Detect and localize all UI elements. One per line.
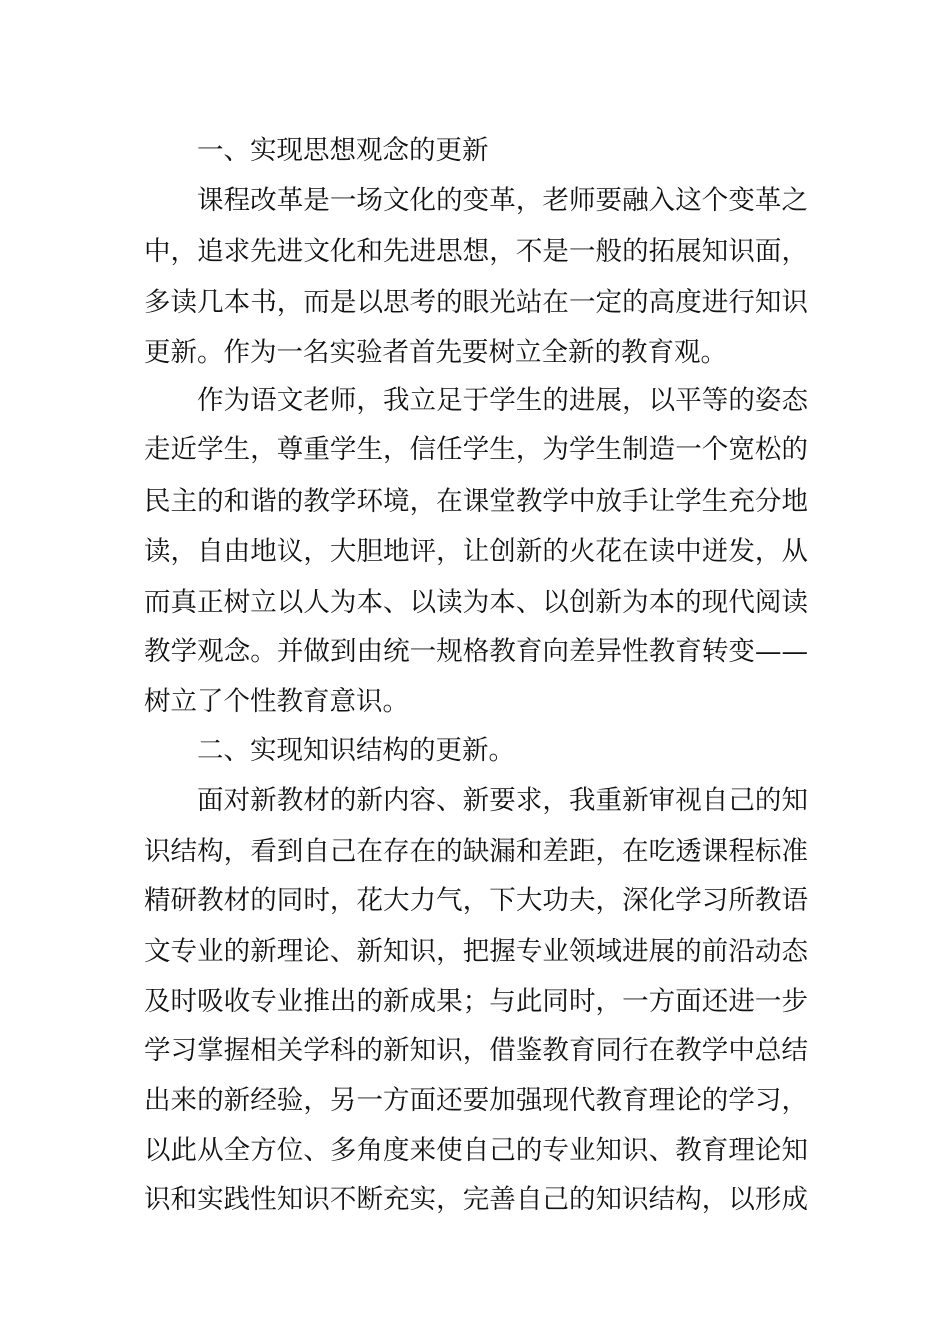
paragraph-2-line-6: 教学观念。并做到由统一规格教育向差异性教育转变—— [144,636,808,667]
heading-1: 一、实现思想观念的更新 [197,135,489,166]
paragraph-3-line-2: 识结构，看到自己在存在的缺漏和差距，在吃透课程标准 [144,836,808,867]
paragraph-3-line-3: 精研教材的同时，花大力气，下大功夫，深化学习所教语 [144,885,808,916]
paragraph-2-line-5: 而真正树立以人为本、以读为本、以创新为本的现代阅读 [144,587,808,618]
paragraph-1-line-2: 中，追求先进文化和先进思想，不是一般的拓展知识面， [144,236,808,267]
paragraph-1-line-3: 多读几本书，而是以思考的眼光站在一定的高度进行知识 [144,287,808,318]
paragraph-1-line-4: 更新。作为一名实验者首先要树立全新的教育观。 [144,337,727,368]
paragraph-3-line-6: 学习掌握相关学科的新知识，借鉴教育同行在教学中总结 [144,1035,808,1066]
heading-2: 二、实现知识结构的更新。 [197,735,515,766]
paragraph-2-line-7: 树立了个性教育意识。 [144,686,409,717]
paragraph-3-line-7: 出来的新经验，另一方面还要加强现代教育理论的学习， [144,1085,808,1116]
paragraph-3-line-5: 及时吸收专业推出的新成果；与此同时，一方面还进一步 [144,986,808,1017]
paragraph-3-line-1: 面对新教材的新内容、新要求，我重新审视自己的知 [197,785,808,816]
paragraph-2-line-3: 民主的和谐的教学环境，在课堂教学中放手让学生充分地 [144,486,808,517]
paragraph-3-line-9: 识和实践性知识不断充实，完善自己的知识结构，以形成 [144,1184,808,1215]
paragraph-2-line-2: 走近学生，尊重学生，信任学生，为学生制造一个宽松的 [144,434,808,465]
paragraph-3-line-8: 以此从全方位、多角度来使自己的专业知识、教育理论知 [144,1135,808,1166]
paragraph-2-line-4: 读，自由地议，大胆地评，让创新的火花在读中迸发，从 [144,536,808,567]
paragraph-1-line-1: 课程改革是一场文化的变革，老师要融入这个变革之 [197,185,808,216]
paragraph-3-line-4: 文专业的新理论、新知识，把握专业领域进展的前沿动态 [144,936,808,967]
paragraph-2-line-1: 作为语文老师，我立足于学生的进展，以平等的姿态 [197,385,808,416]
